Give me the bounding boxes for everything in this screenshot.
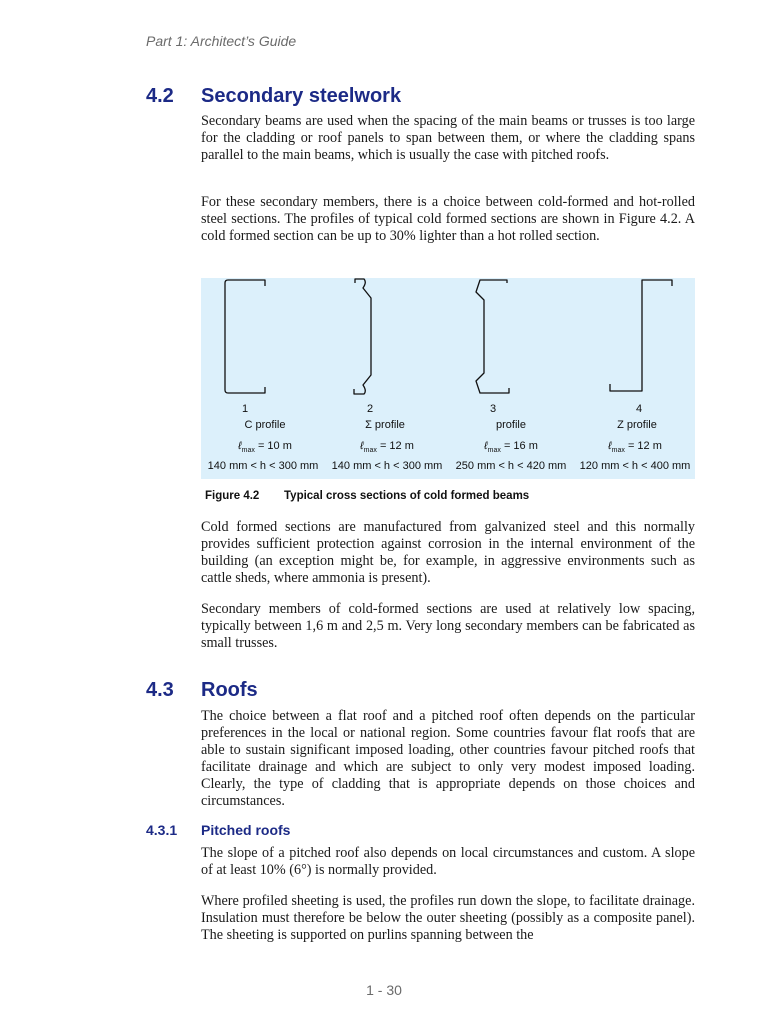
section-number: 4.3 xyxy=(146,679,174,701)
profile-name: C profile xyxy=(244,419,286,431)
figure-caption-text: Typical cross sections of cold formed beams xyxy=(284,490,530,502)
lmax-label: ℓ$_{max}$ = 12 m xyxy=(360,440,414,455)
section-heading-4-3 xyxy=(146,679,258,702)
profile-name: profile xyxy=(496,419,526,431)
lmax-label: ℓ$_{max}$ = 16 m xyxy=(484,440,538,455)
subsection-heading-4-3-1 xyxy=(146,822,290,838)
paragraph: Cold formed sections are manufactured from galvanized steel and this normally provides sufficient protection against corrosion in the internal environment of the building (an exception might be, for example, in aggressive environments such as cattle sheds, where ammonia is present). xyxy=(201,519,695,586)
subsection-title: Pitched roofs xyxy=(201,822,291,838)
section-number: 4.2 xyxy=(146,85,174,107)
c-profile-shape xyxy=(225,280,265,393)
profile-3-shape xyxy=(476,280,509,393)
profile-name: Z profile xyxy=(617,419,657,431)
figure-4-2 xyxy=(201,278,695,479)
lmax-label: ℓ$_{max}$ = 12 m xyxy=(608,440,662,455)
paragraph: Secondary beams are used when the spacing of the main beams or trusses is too large for the cladding or roof panels to span between them, or where the cladding spans parallel to the main beams, which is usually the case with pitched roofs. xyxy=(201,113,695,163)
profile-name: Σ profile xyxy=(365,419,405,431)
section-title: Secondary steelwork xyxy=(201,85,402,107)
profile-index: 2 xyxy=(366,403,374,415)
paragraph: The slope of a pitched roof also depends on local circumstances and custom. A slope of at least 10% (6°) is normally provided. xyxy=(201,845,695,878)
paragraph: For these secondary members, there is a choice between cold-formed and hot-rolled steel sections. The profiles of typical cold formed sections are shown in Figure 4.2. A cold formed section can be up to 30% lighter than a hot rolled section. xyxy=(201,194,695,244)
figure-caption xyxy=(205,490,529,502)
paragraph: Where profiled sheeting is used, the profiles run down the slope, to facilitate drainage. Insulation must therefore be below the outer sheeting (possibly as a composite panel). The sheeting is supported on purlins spanning between the xyxy=(201,893,695,943)
figure-number: Figure 4.2 xyxy=(205,490,260,502)
page-number: 1 - 30 xyxy=(366,982,402,998)
height-range: 140 mm < h < 300 mm xyxy=(331,460,443,472)
paragraph: Secondary members of cold-formed sections are used at relatively low spacing, typically between 1,6 m and 2,5 m. Very long secondary members can be fabricated as small trusses. xyxy=(201,601,695,651)
height-range: 120 mm < h < 400 mm xyxy=(579,460,691,472)
height-range: 140 mm < h < 300 mm xyxy=(207,460,319,472)
height-range: 250 mm < h < 420 mm xyxy=(455,460,567,472)
subsection-number: 4.3.1 xyxy=(146,822,178,838)
section-title: Roofs xyxy=(201,679,258,701)
profile-index: 3 xyxy=(489,403,497,415)
lmax-label: ℓ$_{max}$ = 10 m xyxy=(238,440,292,455)
profile-index: 4 xyxy=(635,403,643,415)
section-heading-4-2 xyxy=(146,85,401,108)
sigma-profile-shape xyxy=(354,279,371,394)
z-profile-shape xyxy=(610,280,672,391)
running-head: Part 1: Architect’s Guide xyxy=(146,33,297,49)
paragraph: The choice between a flat roof and a pitched roof often depends on the particular preferences in the local or national region. Some countries favour flat roofs that are able to sustain significant imposed loading, other countries favour pitched roofs that facilitate drainage and which are subject to only very modest imposed loading. Clearly, the type of cladding that is appropriate depends on those choices and circumstances. xyxy=(201,708,695,809)
profile-index: 1 xyxy=(241,403,249,415)
